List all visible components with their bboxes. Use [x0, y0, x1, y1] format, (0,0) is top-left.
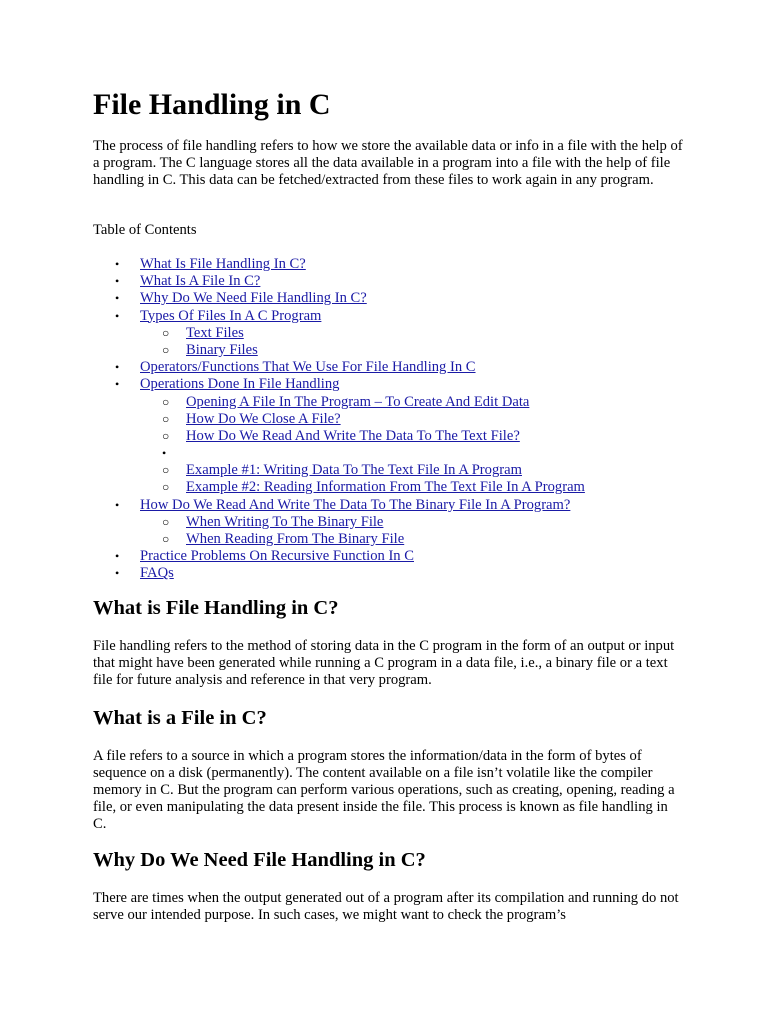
- toc-link[interactable]: Opening A File In The Program – To Create And Edit Data: [186, 393, 530, 410]
- toc-link[interactable]: What Is File Handling In C?: [140, 256, 306, 272]
- bullet-icon: •: [115, 377, 120, 392]
- toc-link[interactable]: Practice Problems On Recursive Function In C: [140, 548, 414, 565]
- toc-item: [93, 308, 733, 325]
- section-heading: What is File Handling in C?: [93, 597, 339, 619]
- toc-link[interactable]: Text Files: [186, 324, 244, 341]
- toc-item: [93, 445, 733, 462]
- section-paragraph: A file refers to a source in which a program stores the information/data in the form of bytes of sequence on a disk (permanently). The content available on a file isn’t volatile like the compiler memory in C. But the program can perform various operations, such as creating, opening, reading a file, or even manipulating the data present inside the file. This process is known as file handling in C.: [93, 748, 675, 832]
- section-heading: Why Do We Need File Handling in C?: [93, 849, 426, 871]
- toc-item: [93, 256, 733, 273]
- toc-link[interactable]: Types Of Files In A C Program: [140, 307, 322, 324]
- circle-bullet-icon: ○: [162, 480, 170, 495]
- circle-bullet-icon: ○: [162, 514, 170, 529]
- toc-link[interactable]: Why Do We Need File Handling In C?: [140, 290, 367, 307]
- circle-bullet-icon: ○: [162, 342, 170, 357]
- toc-link[interactable]: Example #2: Reading Information From The Text File In A Program: [186, 479, 585, 496]
- page-title: File Handling in C: [93, 88, 331, 121]
- bullet-icon: •: [115, 497, 120, 512]
- toc-link[interactable]: How Do We Read And Write The Data To The Binary File In A Program?: [140, 496, 571, 513]
- toc-link[interactable]: When Reading From The Binary File: [186, 531, 405, 547]
- toc-link[interactable]: Binary Files: [186, 341, 258, 358]
- toc-item: [93, 394, 733, 411]
- table-of-contents: [93, 256, 733, 583]
- toc-link[interactable]: Operations Done In File Handling: [140, 376, 340, 393]
- toc-item: [93, 325, 733, 342]
- bullet-icon: •: [115, 274, 120, 289]
- toc-item: [93, 531, 733, 548]
- toc-item: [93, 514, 733, 531]
- bullet-icon: •: [115, 308, 120, 323]
- toc-item: [93, 497, 733, 514]
- toc-item: [93, 411, 733, 428]
- circle-bullet-icon: ○: [162, 532, 170, 546]
- bullet-icon: •: [115, 566, 120, 581]
- toc-item: [93, 462, 733, 479]
- toc-link[interactable]: How Do We Close A File?: [186, 410, 341, 427]
- toc-item: [93, 376, 733, 393]
- circle-bullet-icon: ○: [162, 411, 170, 426]
- bullet-icon: •: [115, 257, 120, 271]
- circle-bullet-icon: ○: [162, 325, 170, 340]
- bullet-icon: •: [162, 446, 167, 461]
- circle-bullet-icon: ○: [162, 428, 170, 443]
- section-paragraph: File handling refers to the method of storing data in the C program in the form of an output or input that might have been generated while running a C program in a data file, i.e., a binary file or a text file for future analysis and reference in that very program.: [93, 638, 675, 688]
- intro-paragraph: The process of file handling refers to how we store the available data or info in a file with the help of a program. The C language stores all the data available in a program into a file with the help of file handling in C. This data can be fetched/extracted from these files to work again in any program.: [93, 138, 683, 188]
- toc-item: [93, 273, 733, 290]
- toc-item: [93, 428, 733, 445]
- toc-link[interactable]: Operators/Functions That We Use For File Handling In C: [140, 359, 476, 376]
- toc-item: [93, 342, 733, 359]
- toc-item: [93, 479, 733, 496]
- toc-link[interactable]: When Writing To The Binary File: [186, 513, 384, 530]
- bullet-icon: •: [115, 549, 120, 564]
- toc-link[interactable]: FAQs: [140, 565, 174, 582]
- toc-link[interactable]: How Do We Read And Write The Data To The Text File?: [186, 427, 520, 444]
- circle-bullet-icon: ○: [162, 394, 170, 409]
- bullet-icon: •: [115, 291, 120, 306]
- toc-item: [93, 359, 733, 376]
- circle-bullet-icon: ○: [162, 463, 170, 478]
- section-paragraph: There are times when the output generated out of a program after its compilation and running do not serve our intended purpose. In such cases, we might want to check the program’s: [93, 890, 679, 923]
- toc-item: [93, 548, 733, 565]
- toc-label: Table of Contents: [93, 222, 197, 238]
- bullet-icon: •: [115, 360, 120, 375]
- toc-item: [93, 565, 733, 582]
- toc-link[interactable]: Example #1: Writing Data To The Text File In A Program: [186, 462, 522, 479]
- toc-link[interactable]: What Is A File In C?: [140, 273, 261, 290]
- section-heading: What is a File in C?: [93, 707, 267, 729]
- toc-item: [93, 290, 733, 307]
